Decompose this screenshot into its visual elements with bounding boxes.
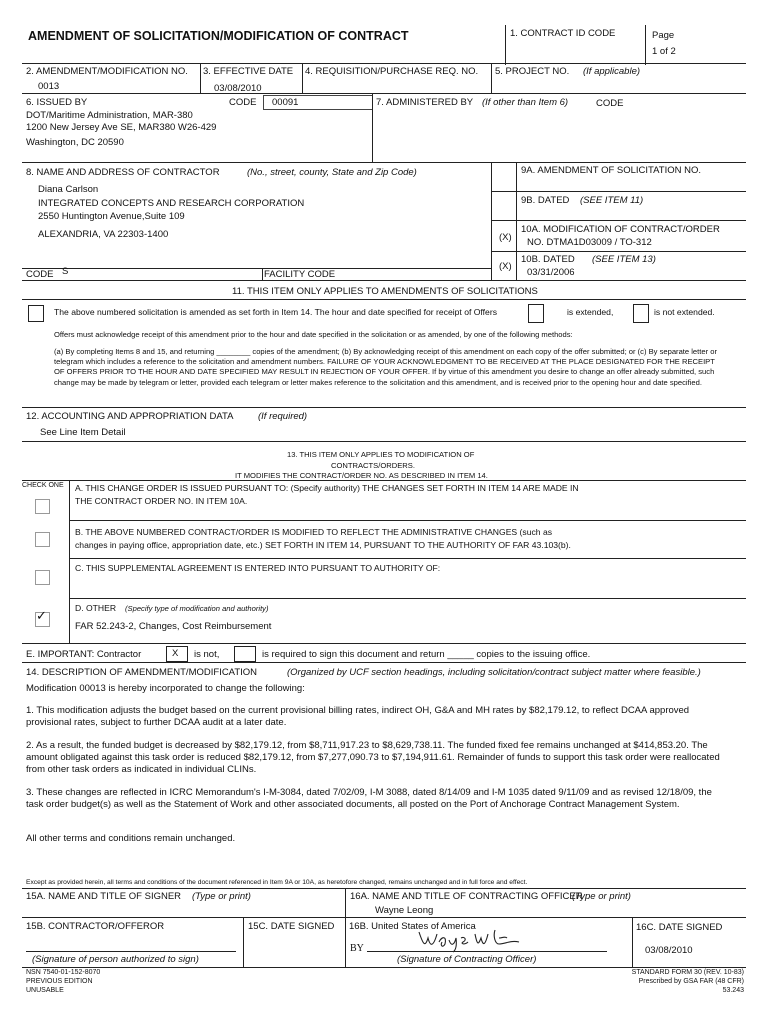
item11-extended: is extended,: [567, 307, 614, 317]
desc-para-0: Modification 00013 is hereby incorporated to change the following:: [26, 683, 305, 694]
req-label: 4. REQUISITION/PURCHASE REQ. NO.: [305, 66, 479, 77]
item-10b: 10B. DATED: [521, 254, 575, 265]
item11-offers: Offers must acknowledge receipt of this amendment prior to the hour and date specified in the solicitation or as amended, by one of the following methods:: [54, 330, 573, 339]
option-c: C. THIS SUPPLEMENTAL AGREEMENT IS ENTERED INTO PURSUANT TO AUTHORITY OF:: [75, 563, 441, 573]
item12-note: (If required): [258, 411, 308, 422]
item-16a: 16A. NAME AND TITLE OF CONTRACTING OFFICER: [350, 891, 583, 902]
option-d: D. OTHER: [75, 603, 117, 613]
footer-left-2: PREVIOUS EDITION: [26, 978, 93, 985]
issued-line-1: DOT/Maritime Administration, MAR-380: [26, 110, 193, 121]
item14-note: (Organized by UCF section headings, including solicitation/contract subject matter where feasible.): [287, 667, 701, 678]
check-one-label: CHECK ONE: [22, 482, 64, 489]
contractor-line-5: ALEXANDRIA, VA 22303-1400: [38, 229, 169, 240]
contractor-label: 8. NAME AND ADDRESS OF CONTRACTOR: [26, 167, 220, 178]
form-title: AMENDMENT OF SOLICITATION/MODIFICATION OF CONTRACT: [28, 29, 409, 43]
sig-16-caption: (Signature of Contracting Officer): [397, 954, 537, 965]
item11-not-extended: is not extended.: [654, 307, 715, 317]
item-15c: 15C. DATE SIGNED: [248, 921, 335, 932]
option-d-value: FAR 52.243-2, Changes, Cost Reimbursement: [75, 621, 272, 632]
amend-no-label: 2. AMENDMENT/MODIFICATION NO.: [26, 66, 188, 77]
is-required-checkbox[interactable]: [234, 646, 256, 662]
item-10a-value: NO. DTMA1D03009 / TO-312: [527, 237, 652, 248]
check-mark-icon: ✓: [36, 608, 47, 623]
amend-no-value: 0013: [38, 81, 60, 92]
item11-paragraph: (a) By completing Items 8 and 15, and returning ________ copies of the amendment; (b) By acknowledging receipt of this amendment on each copy of the offer submitted; or (c) By separate letter or telegram which includes a reference to the solicitation and amendment numbers. FAILURE OF YOUR ACKNOWLEDGMENT TO BE RECEIVED AT THE PLACE DESIGNATED FOR THE RECEIPT OF OFFERS PRIOR TO THE HOUR AND DATE SPECIFIED MAY RESULT IN REJECTION OF YOUR OFFER. If by virtue of this amendment you desire to change an offer already submitted, such change may be made by telegram or letter, provided each telegram or letter makes reference to the solicitation and this amendment, and is received prior to the opening hour and date specified.: [54, 347, 717, 387]
desc-para-4: All other terms and conditions remain unchanged.: [26, 833, 236, 844]
item-15b: 15B. CONTRACTOR/OFFEROR: [26, 921, 165, 932]
contractor-line-2: INTEGRATED CONCEPTS AND RESEARCH CORPORATION: [38, 198, 305, 209]
item13-line-1: 13. THIS ITEM ONLY APPLIES TO MODIFICATION OF: [287, 450, 475, 459]
contractor-note: (No., street, county, State and Zip Code): [247, 167, 417, 178]
item13-line-2: CONTRACTS/ORDERS.: [331, 461, 415, 470]
desc-para-2: 2. As a result, the funded budget is decreased by $82,179.12, from $8,711,917.23 to $8,629,738.11. The funded fixed fee remains unchanged at $414,853.20. The amount obligated against this task order is reduced $82,179.12, from $7,277,090.73 to $7,194,911.61. Remainder of funds to support this task order were reallocated from other task orders as indicated in individual CLINs.: [26, 740, 720, 775]
issued-by-label: 6. ISSUED BY: [26, 97, 88, 108]
issued-line-2: 1200 New Jersey Ave SE, MAR380 W26-429: [26, 122, 217, 133]
important-x: X: [172, 648, 179, 659]
option-b: B. THE ABOVE NUMBERED CONTRACT/ORDER IS MODIFIED TO REFLECT THE ADMINISTRATIVE CHANGES (such as: [75, 527, 553, 537]
not-extended-checkbox[interactable]: [633, 304, 649, 323]
project-note: (If applicable): [583, 66, 641, 77]
option-b-line2: changes in paying office, appropriation date, etc.) SET FORTH IN ITEM 14, PURSUANT TO THE AUTHORITY OF FAR 43.103(b).: [75, 540, 571, 550]
item11-title: 11. THIS ITEM ONLY APPLIES TO AMENDMENTS OF SOLICITATIONS: [232, 286, 538, 297]
except-text: Except as provided herein, all terms and conditions of the document referenced in Item 9A or 10A, as heretofore changed, remains unchanged and in full force and effect.: [26, 879, 528, 886]
item-9a: 9A. AMENDMENT OF SOLICITATION NO.: [521, 165, 701, 176]
project-label: 5. PROJECT NO.: [495, 66, 570, 77]
item-10b-value: 03/31/2006: [527, 267, 575, 278]
admin-label: 7. ADMINISTERED BY: [376, 97, 474, 108]
item-16a-value: Wayne Leong: [375, 905, 434, 916]
issued-line-3: Washington, DC 20590: [26, 137, 124, 148]
page-value: 1 of 2: [652, 46, 676, 57]
x-mark-10b: (X): [499, 261, 512, 272]
important-isnot: is not,: [194, 649, 220, 660]
page-label: Page: [652, 30, 675, 41]
footer-left-3: UNUSABLE: [26, 987, 64, 994]
item11-checkbox[interactable]: [28, 305, 44, 322]
item-16a-note: (Type or print): [572, 891, 631, 902]
issued-code-value: 00091: [272, 97, 299, 108]
item12-value: See Line Item Detail: [40, 427, 126, 438]
item12-label: 12. ACCOUNTING AND APPROPRIATION DATA: [26, 411, 234, 422]
by-label: BY: [350, 943, 364, 954]
item-9b: 9B. DATED: [521, 195, 570, 206]
contractor-line-3: 2550 Huntington Avenue,Suite 109: [38, 211, 185, 222]
important-label: E. IMPORTANT: Contractor: [26, 649, 142, 660]
desc-para-1: 1. This modification adjusts the budget based on the current provisional billing rates, indirect OH, G&A and MH rates by $82,179.12, to reflect DCAA approved provisional rates, subject to further DCAA audit at a later date.: [26, 705, 690, 728]
item-10b-note: (SEE ITEM 13): [592, 254, 656, 265]
item-9b-note: (SEE ITEM 11): [580, 195, 644, 206]
item14-label: 14. DESCRIPTION OF AMENDMENT/MODIFICATION: [26, 667, 258, 678]
item-16c: 16C. DATE SIGNED: [636, 922, 723, 933]
item13-line-3: IT MODIFIES THE CONTRACT/ORDER NO. AS DESCRIBED IN ITEM 14.: [235, 471, 488, 480]
code-row-label: CODE: [26, 269, 54, 280]
item-16b: 16B. United States of America: [349, 921, 476, 932]
important-rest: is required to sign this document and return _____ copies to the issuing office.: [262, 649, 591, 660]
item-16c-value: 03/08/2010: [645, 945, 693, 956]
item-15a: 15A. NAME AND TITLE OF SIGNER: [26, 891, 182, 902]
extended-checkbox[interactable]: [528, 304, 544, 323]
item-15a-note: (Type or print): [192, 891, 251, 902]
footer-right-1: STANDARD FORM 30 (REV. 10-83): [631, 969, 744, 976]
admin-code-label: CODE: [596, 98, 624, 109]
option-b-checkbox[interactable]: [35, 532, 50, 547]
contractor-line-1: Diana Carlson: [38, 184, 99, 195]
footer-right-2: Prescribed by GSA FAR (48 CFR): [638, 978, 744, 985]
option-c-checkbox[interactable]: [35, 570, 50, 585]
x-mark-10a: (X): [499, 232, 512, 243]
code-row-value: S: [62, 266, 69, 277]
item11-line1: The above numbered solicitation is amended as set forth in Item 14. The hour and date specified for receipt of Offers: [54, 307, 497, 317]
signature-image: [415, 924, 525, 954]
item-10a: 10A. MODIFICATION OF CONTRACT/ORDER: [521, 224, 720, 235]
option-a-line2: THE CONTRACT ORDER NO. IN ITEM 10A.: [75, 496, 248, 506]
footer-right-3: 53.243: [722, 987, 744, 994]
contract-id-label: 1. CONTRACT ID CODE: [510, 28, 616, 39]
option-a-checkbox[interactable]: [35, 499, 50, 514]
desc-para-3: 3. These changes are reflected in ICRC Memorandum's I-M-3084, dated 7/02/09, I-M 3088, dated 8/14/09 and I-M 1035 dated 9/11/09 and as revised 12/18/09, the task order budget(s) as well as the Statement of Work and other associated documents, all posted on the Port of Anchorage Contract Management System.: [26, 787, 712, 810]
option-d-note: (Specify type of modification and authority): [125, 604, 269, 613]
facility-code-label: FACILITY CODE: [264, 269, 336, 280]
option-a: A. THIS CHANGE ORDER IS ISSUED PURSUANT TO: (Specify authority) THE CHANGES SET FORTH IN ITEM 14 ARE MADE IN: [75, 483, 579, 493]
eff-date-value: 03/08/2010: [214, 83, 262, 94]
issued-code-label: CODE: [229, 97, 257, 108]
admin-note: (If other than Item 6): [482, 97, 569, 108]
sig-15-caption: (Signature of person authorized to sign): [32, 954, 199, 965]
eff-date-label: 3. EFFECTIVE DATE: [203, 66, 294, 77]
footer-left-1: NSN 7540-01-152-8070: [26, 969, 101, 976]
